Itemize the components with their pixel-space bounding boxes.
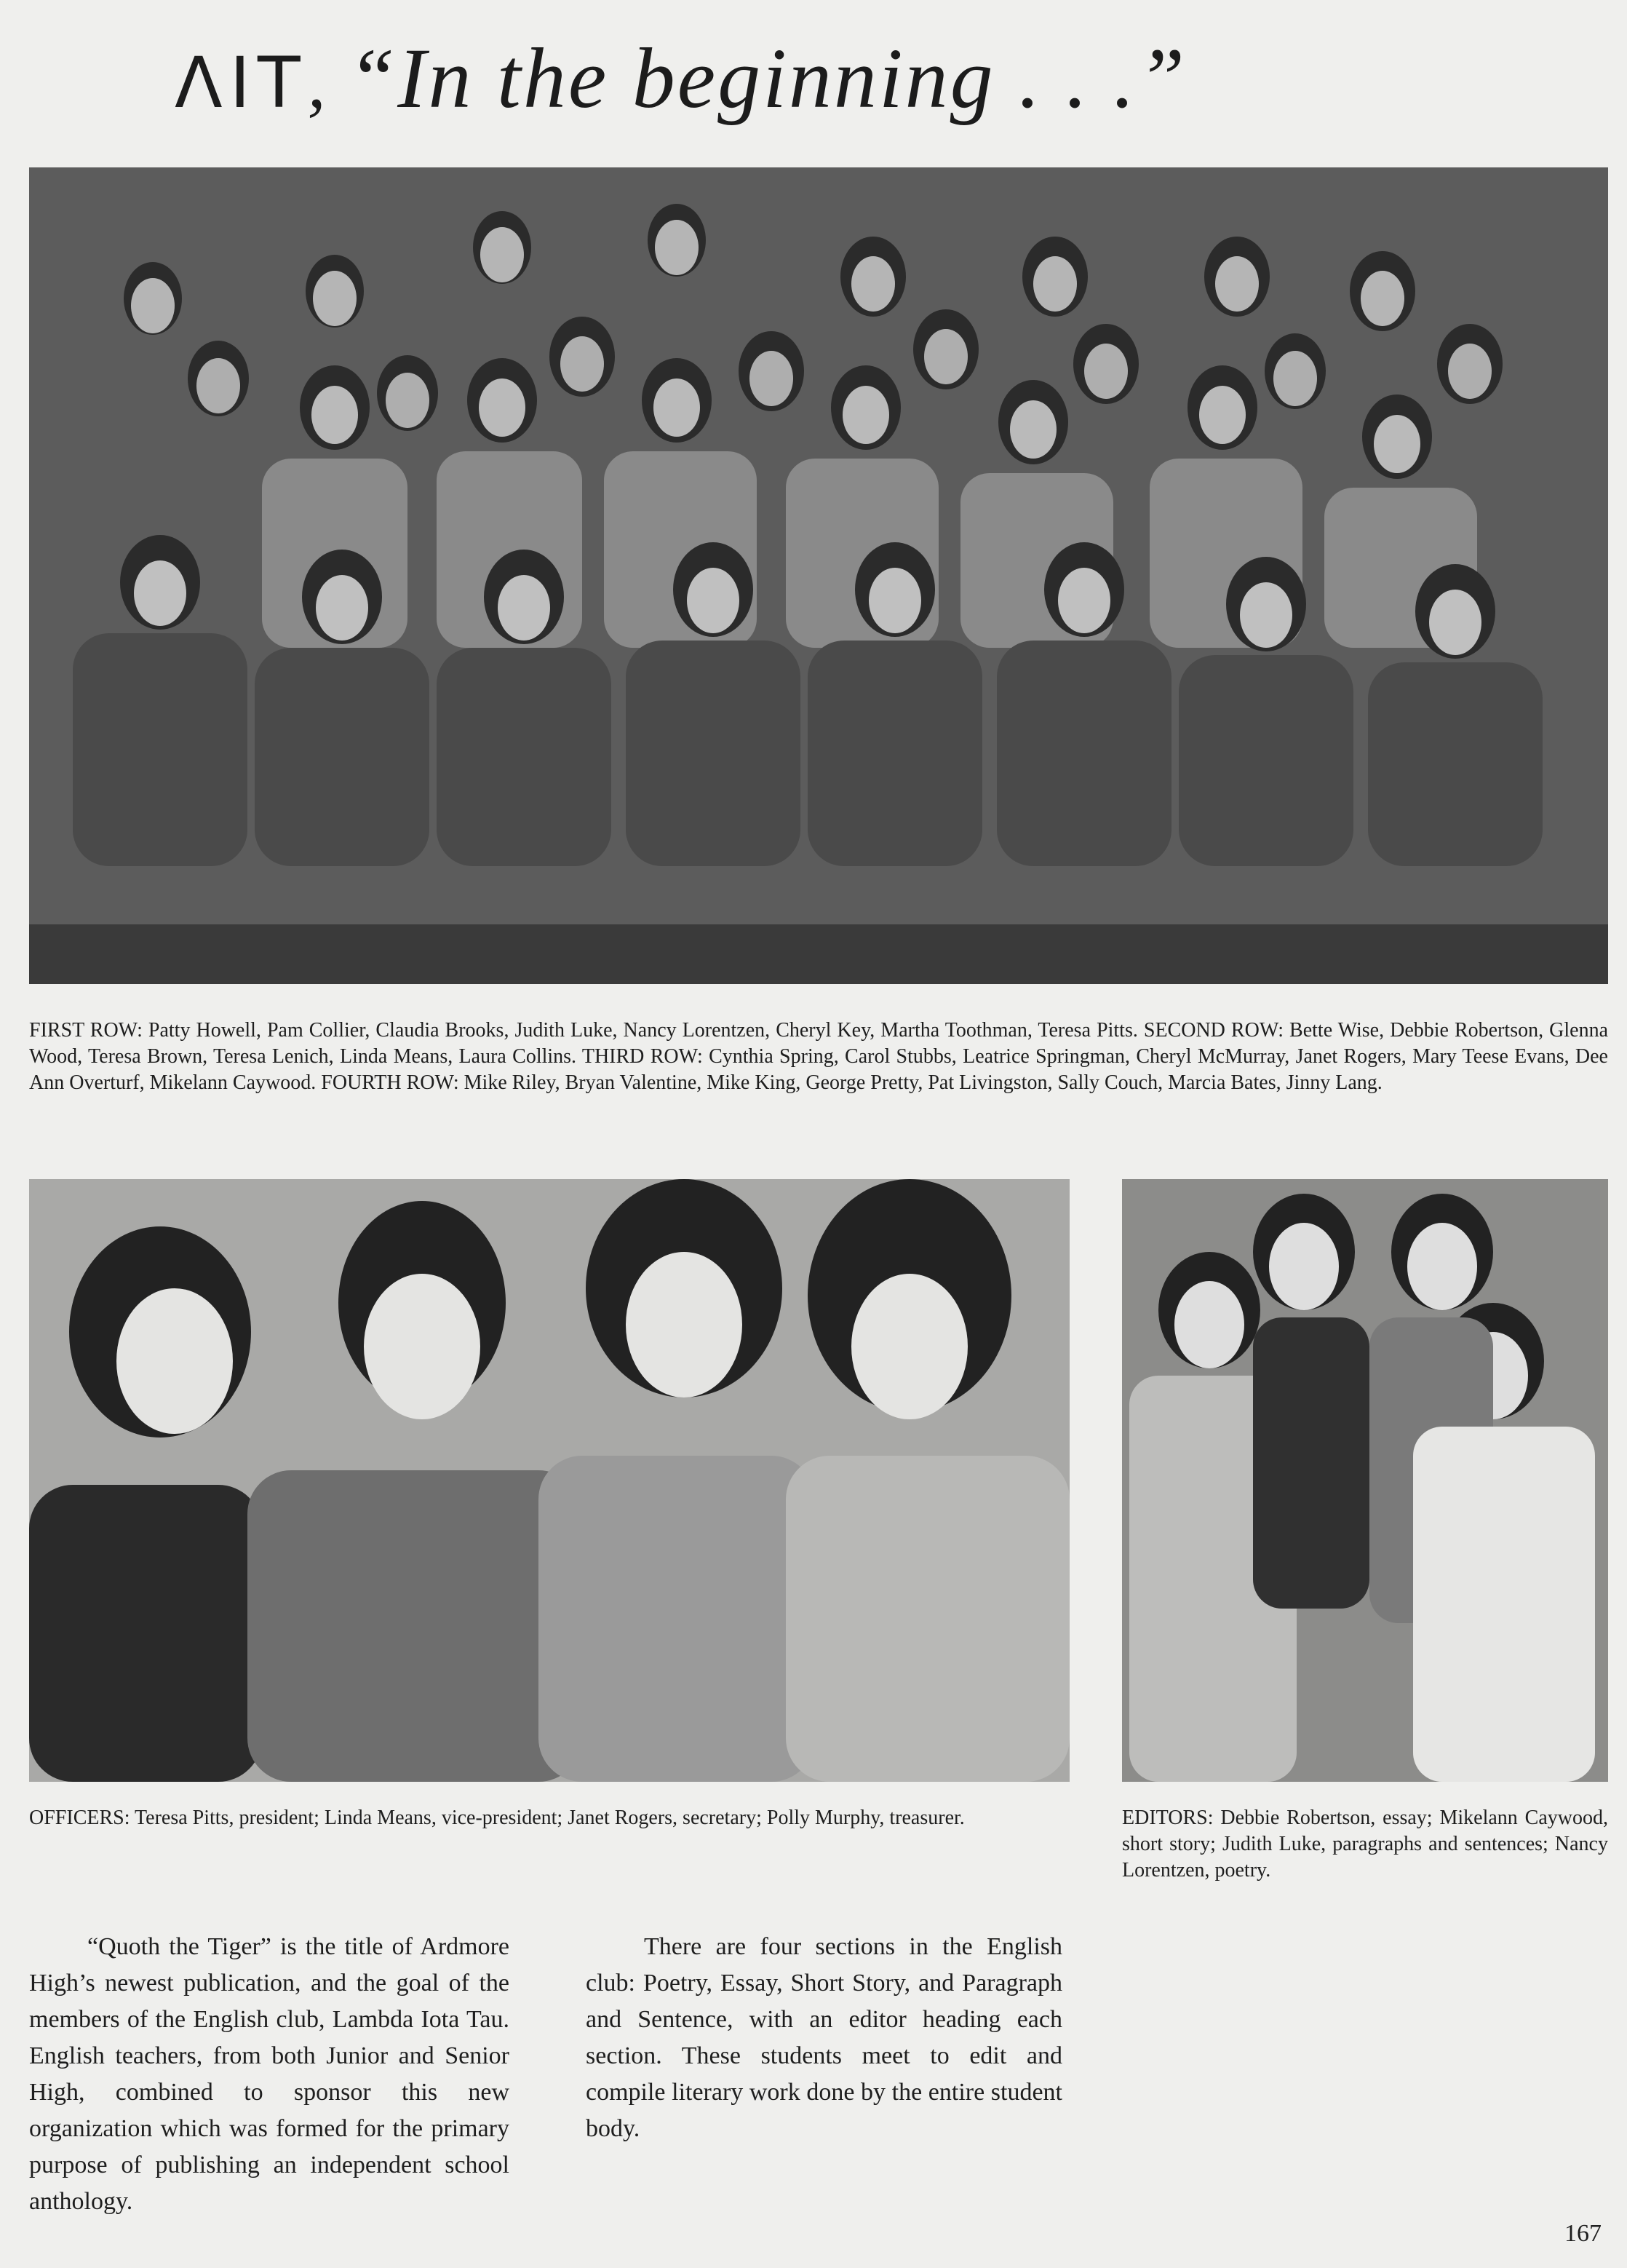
group-photo-figures: [29, 167, 1608, 984]
officers-caption: OFFICERS: Teresa Pitts, president; Linda Means, vice-president; Janet Rogers, secretary; Polly Murphy, treasurer.: [29, 1807, 965, 1829]
editors-photo: [1122, 1179, 1608, 1782]
officers-photo: [29, 1179, 1070, 1782]
group-photo: [29, 167, 1608, 984]
greek-letters: ΛΙΤ: [175, 42, 308, 124]
group-photo-caption: FIRST ROW: Patty Howell, Pam Collier, Claudia Brooks, Judith Luke, Nancy Lorentzen, Cheryl Key, Martha Toothman, Teresa Pitts. SECOND ROW: Bette Wise, Debbie Robertson, Glenna Wood, Teresa Brown, Teresa Lenich, Linda Means, Laura Collins. THIRD ROW: Cynthia Spring, Carol Stubbs, Leatrice Springman, Cheryl McMurray, Janet Rogers, Mary Teese Evans, Dee Ann Overturf, Mikelann Caywood. FOURTH ROW: Mike Riley, Bryan Valentine, Mike King, George Pretty, Pat Livingston, Sally Couch, Marcia Bates, Jinny Lang.: [29, 1019, 1608, 1094]
officers-photo-figures: [29, 1179, 1070, 1782]
title-phrase: “In the beginning . . .”: [347, 31, 1188, 126]
editors-caption: EDITORS: Debbie Robertson, essay; Mikelann Caywood, short story; Judith Luke, paragraphs and sentences; Nancy Lorentzen, poetry.: [1122, 1807, 1608, 1882]
editors-photo-figures: [1122, 1179, 1608, 1782]
title-comma: ,: [307, 42, 326, 123]
page-title: [175, 29, 1187, 138]
body-text-column-1: “Quoth the Tiger” is the title of Ardmore High’s newest publication, and the goal of the members of the English club, Lambda Iota Tau. English teachers, from both Junior and Senior High, combined to sponsor this new organization which was formed for the primary purpose of publishing an independent school anthology.: [29, 1933, 509, 2215]
body-text-column-2: There are four sections in the English club: Poetry, Essay, Short Story, and Paragraph and Sentence, with an editor heading each section. These students meet to edit and compile literary work done by the entire student body.: [586, 1933, 1062, 2142]
page-number: 167: [1564, 2220, 1602, 2247]
